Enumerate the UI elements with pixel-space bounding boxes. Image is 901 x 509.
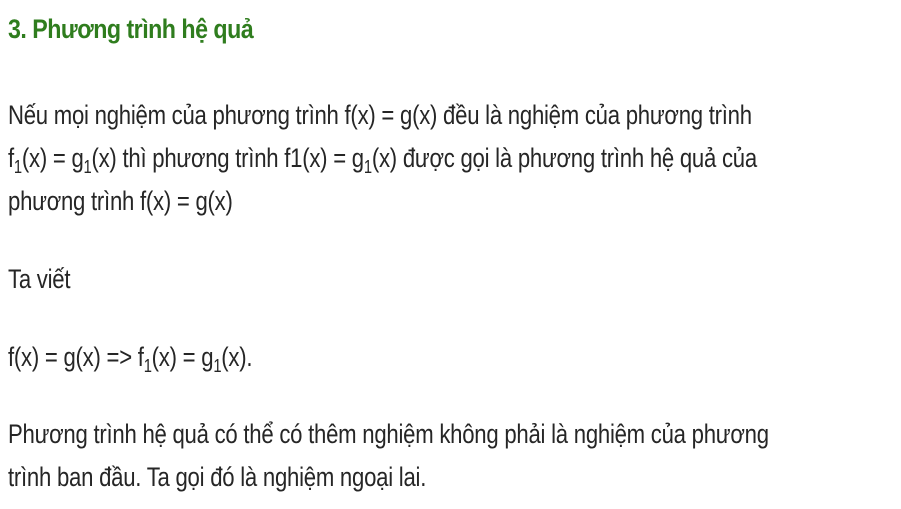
definition-line-1: Nếu mọi nghiệm của phương trình f(x) = g(x) đều là nghiệm của phương trình xyxy=(8,100,752,130)
definition-line-3: phương trình f(x) = g(x) xyxy=(8,186,233,216)
subscript: 1 xyxy=(143,356,152,376)
subscript: 1 xyxy=(363,157,372,177)
subscript: 1 xyxy=(83,157,92,177)
definition-line-2 xyxy=(8,137,757,180)
section-heading: 3. Phương trình hệ quả xyxy=(8,14,254,44)
text-segment: (x). xyxy=(221,342,253,372)
text-segment: (x) thì phương trình f1(x) = g xyxy=(91,143,364,173)
paragraph-definition xyxy=(8,94,757,223)
subscript: 1 xyxy=(13,157,22,177)
text-segment: (x) = g xyxy=(151,342,214,372)
text-segment: (x) được gọi là phương trình hệ quả của xyxy=(371,143,757,173)
paragraph-ta-viet: Ta viết xyxy=(8,264,71,294)
paragraph-extraneous-roots xyxy=(8,413,769,499)
text-segment: (x) = g xyxy=(21,143,84,173)
extraneous-line-2: trình ban đầu. Ta gọi đó là nghiệm ngoại lai. xyxy=(8,462,427,492)
formula-line xyxy=(8,336,252,379)
text-segment: f xyxy=(8,143,14,173)
extraneous-line-1: Phương trình hệ quả có thể có thêm nghiệm không phải là nghiệm của phương xyxy=(8,419,769,449)
text-segment: f(x) = g(x) => f xyxy=(8,342,144,372)
subscript: 1 xyxy=(213,356,222,376)
